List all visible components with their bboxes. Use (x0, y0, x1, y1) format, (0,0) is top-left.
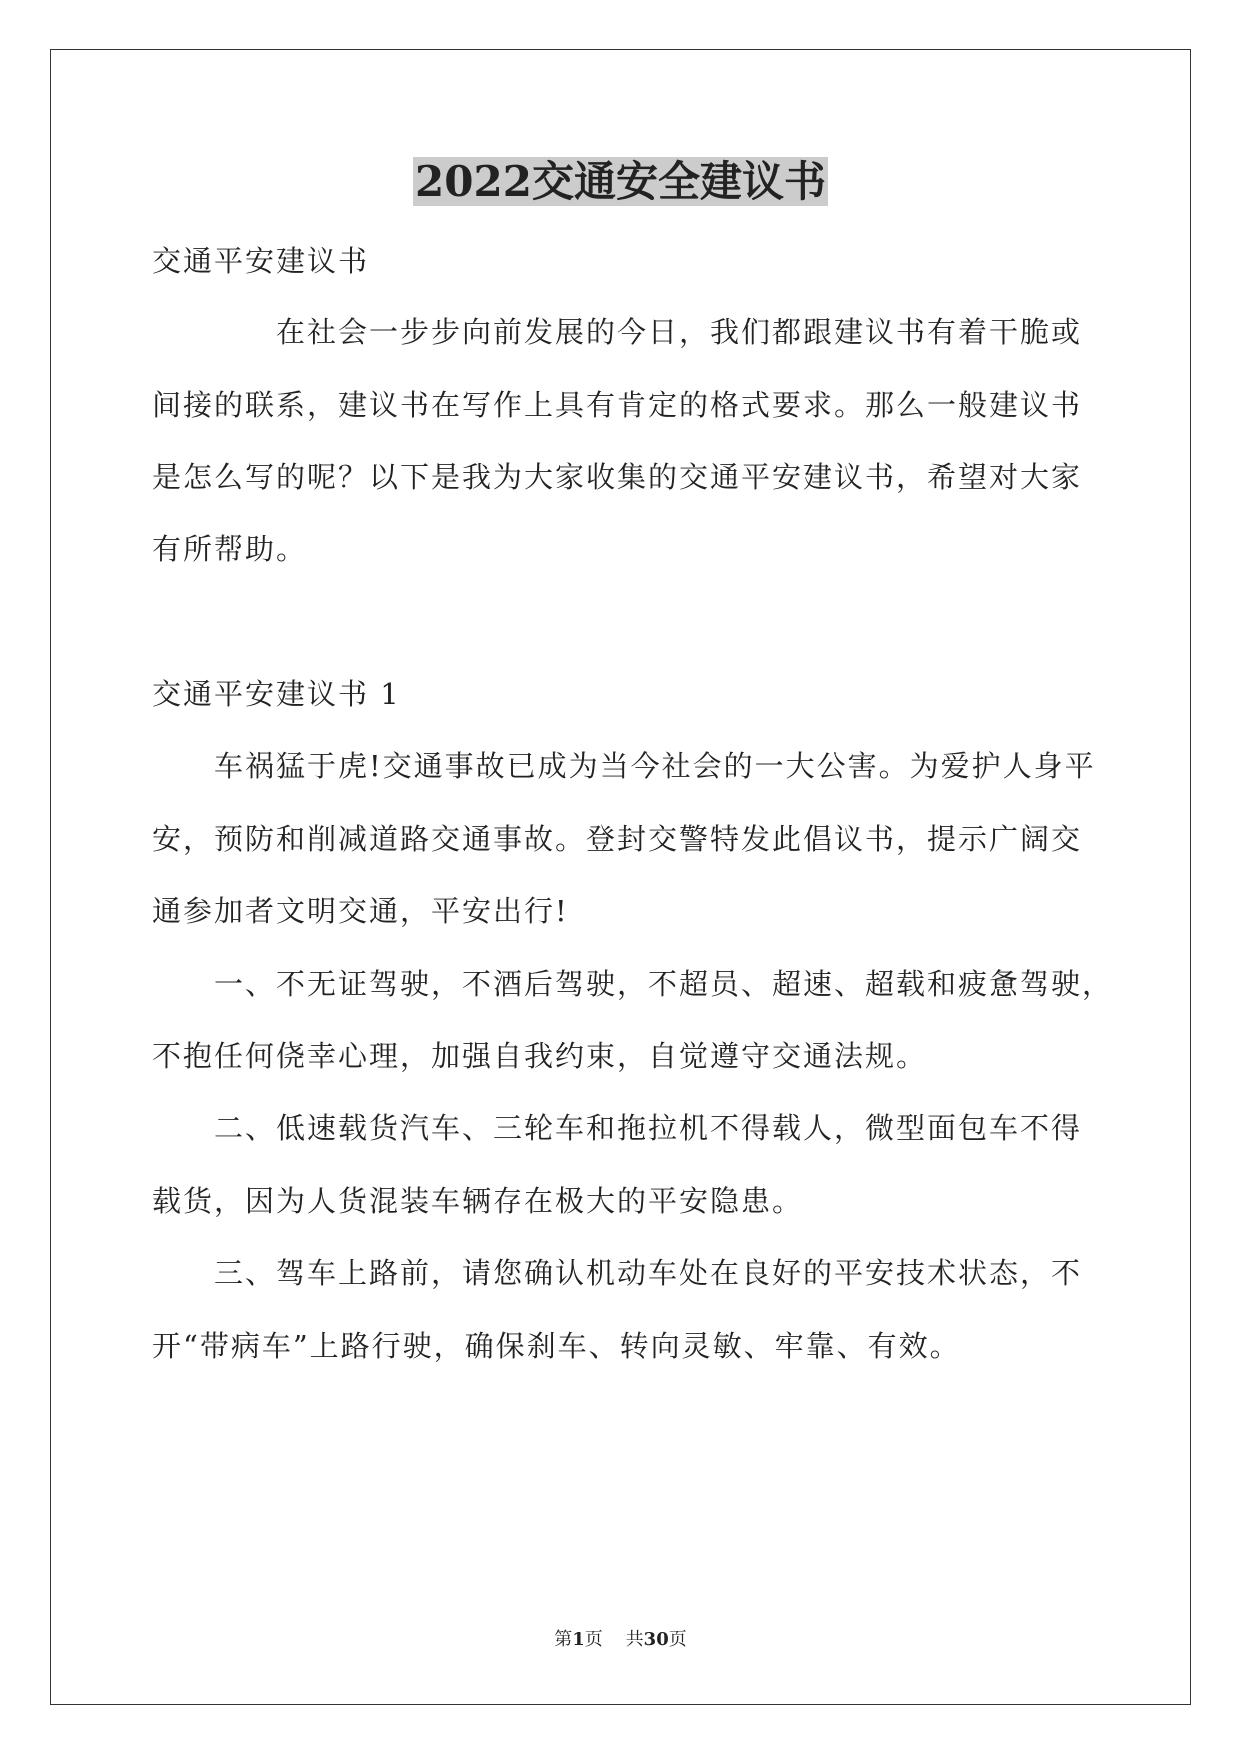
page-suffix: 页 (584, 1629, 603, 1650)
paragraph-line: 车祸猛于虎!交通事故已成为当今社会的一大公害。为爱护人身平 (214, 749, 1096, 783)
paragraph-line: 三、驾车上路前，请您确认机动车处在良好的平安技术状态，不 (214, 1256, 1083, 1290)
paragraph-line: 是怎么写的呢？以下是我为大家收集的交通平安建议书，希望对大家 (152, 460, 1083, 494)
page-footer (0, 1628, 1241, 1652)
paragraph-line: 有所帮助。 (152, 532, 308, 566)
paragraph-line: 一、不无证驾驶，不酒后驾驶，不超员、超速、超载和疲惫驾驶， (214, 967, 1114, 1001)
document-title (0, 152, 1241, 212)
page-prefix: 第 (554, 1629, 573, 1650)
section-heading: 交通平安建议书 1 (152, 677, 401, 711)
total-pages: 30 (643, 1629, 669, 1650)
paragraph-line: 载货，因为人货混装车辆存在极大的平安隐患。 (152, 1184, 804, 1218)
paragraph-line: 通参加者文明交通，平安出行! (152, 894, 569, 928)
paragraph-line: 安，预防和削减道路交通事故。登封交警特发此倡议书，提示广阔交 (152, 822, 1083, 856)
paragraph-line: 在社会一步步向前发展的今日，我们都跟建议书有着干脆或 (276, 315, 1083, 349)
paragraph-line: 二、低速载货汽车、三轮车和拖拉机不得载人，微型面包车不得 (214, 1111, 1083, 1145)
paragraph-line: 开“带病车”上路行驶，确保刹车、转向灵敏、牢靠、有效。 (152, 1329, 961, 1363)
paragraph-line: 间接的联系，建议书在写作上具有肯定的格式要求。那么一般建议书 (152, 388, 1083, 422)
document-title-text: 2022交通安全建议书 (415, 157, 826, 206)
paragraph-line: 不抱任何侥幸心理，加强自我约束，自觉遵守交通法规。 (152, 1039, 928, 1073)
total-suffix: 页 (668, 1629, 687, 1650)
page-number: 1 (572, 1629, 585, 1650)
total-prefix: 共 (625, 1629, 644, 1650)
page-border (50, 49, 1191, 1705)
section-heading: 交通平安建议书 (152, 244, 370, 278)
